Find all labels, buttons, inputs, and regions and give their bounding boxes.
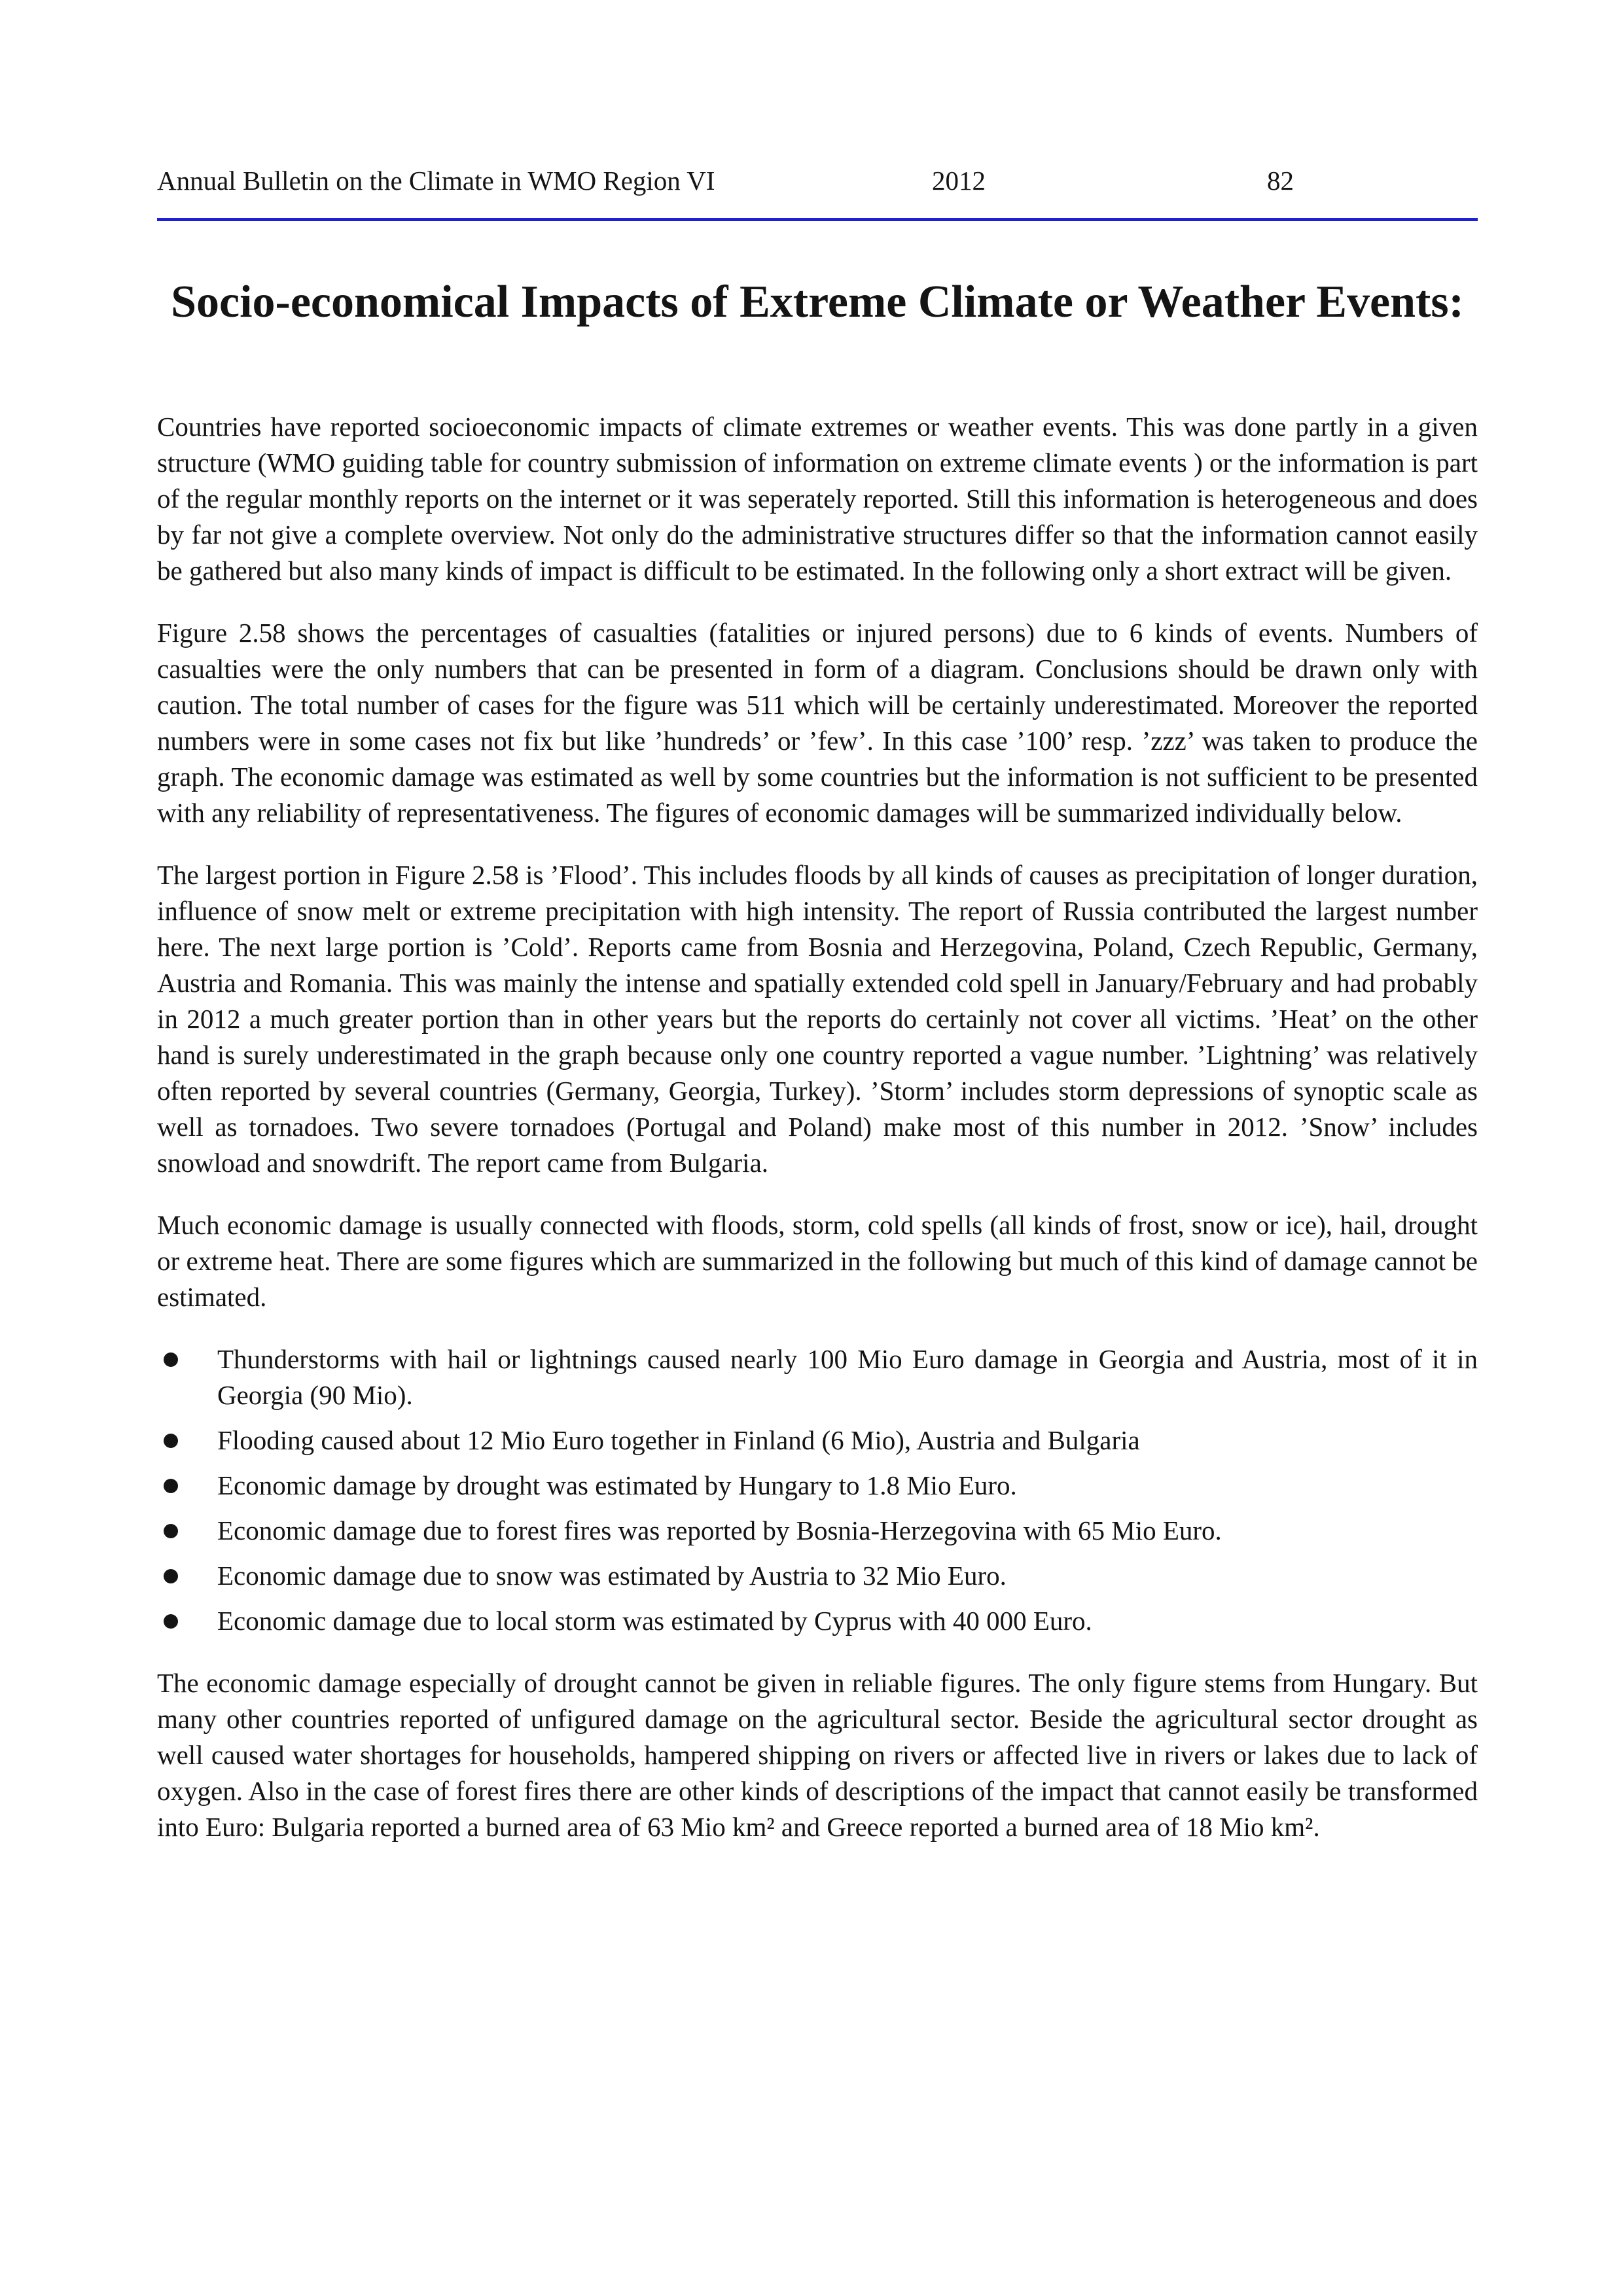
header-year: 2012 bbox=[932, 166, 986, 196]
bullet-dot-icon bbox=[164, 1524, 178, 1538]
paragraph-economic-damage: Much economic damage is usually connected with floods, storm, cold spells (all kinds of frost, snow or ice), hail, drought or extreme heat. There are some figures which are summarized in the following but much of this kind of damage cannot be estimated. bbox=[157, 1210, 1478, 1312]
bullet-item bbox=[157, 1513, 1478, 1549]
bullet-text: Economic damage by drought was estimated by Hungary to 1.8 Mio Euro. bbox=[217, 1470, 1017, 1500]
bullet-dot-icon bbox=[164, 1434, 178, 1448]
body-text bbox=[157, 409, 1478, 1871]
page-title: Socio-economical Impacts of Extreme Climate or Weather Events: bbox=[171, 277, 1464, 327]
header-title: Annual Bulletin on the Climate in WMO Region VI bbox=[157, 166, 715, 196]
bullet-item bbox=[157, 1422, 1478, 1458]
bullet-item bbox=[157, 1603, 1478, 1639]
paragraph-flood-cold: The largest portion in Figure 2.58 is ’Flood’. This includes floods by all kinds of causes as precipitation of longer duration, influence of snow melt or extreme precipitation with high intensity. The report of Russia contributed the largest number here. The next large portion is ’Cold’. Reports came from Bosnia and Herzegovina, Poland, Czech Republic, Germany, Austria and Romania. This was mainly the intense and spatially extended cold spell in January/February and had probably in 2012 a much greater portion than in other years but the reports do certainly not cover all victims. ’Heat’ on the other hand is surely underestimated in the graph because only one country reported a vague number. ’Lightning’ was relatively often reported by several countries (Germany, Georgia, Turkey). ’Storm’ includes storm depressions of synoptic scale as well as tornadoes. Two severe tornadoes (Portugal and Poland) make most of this number in 2012. ’Snow’ includes snowload and snowdrift. The report came from Bulgaria. bbox=[157, 860, 1478, 1178]
paragraph-intro: Countries have reported socioeconomic impacts of climate extremes or weather events. This was done partly in a given structure (WMO guiding table for country submission of information on extreme climate events ) or the information is part of the regular monthly reports on the internet or it was seperately reported. Still this information is heterogeneous and does by far not give a complete overview. Not only do the administrative structures differ so that the information cannot easily be gathered but also many kinds of impact is difficult to be estimated. In the following only a short extract will be given. bbox=[157, 412, 1478, 586]
bullet-text: Economic damage due to local storm was estimated by Cyprus with 40 000 Euro. bbox=[217, 1606, 1092, 1636]
header-divider bbox=[157, 218, 1478, 221]
paragraph-closing: The economic damage especially of drought cannot be given in reliable figures. The only figure stems from Hungary. But many other countries reported of unfigured damage on the agricultural sector. Beside the agricultural sector drought as well caused water shortages for households, hampered shipping on rivers or affected live in rivers or lakes due to lack of oxygen. Also in the case of forest fires there are other kinds of descriptions of the impact that cannot easily be transformed into Euro: Bulgaria reported a burned area of 63 Mio km² and Greece reported a burned area of 18 Mio km². bbox=[157, 1668, 1478, 1842]
document-page bbox=[157, 0, 1478, 2296]
damage-bullet-list bbox=[157, 1341, 1478, 1639]
bullet-item bbox=[157, 1341, 1478, 1413]
header-page-number: 82 bbox=[1267, 166, 1294, 196]
bullet-dot-icon bbox=[164, 1569, 178, 1583]
bullet-text: Economic damage due to forest fires was reported by Bosnia-Herzegovina with 65 Mio Euro. bbox=[217, 1515, 1222, 1545]
bullet-dot-icon bbox=[164, 1352, 178, 1367]
paragraph-casualties: Figure 2.58 shows the percentages of casualties (fatalities or injured persons) due to 6 kinds of events. Numbers of casualties were the only numbers that can be presented in form of a diagram. Conclusions should be drawn only with caution. The total number of cases for the figure was 511 which will be certainly underestimated. Moreover the reported numbers were in some cases not fix but like ’hundreds’ or ’few’. In this case ’100’ resp. ’zzz’ was taken to produce the graph. The economic damage was estimated as well by some countries but the information is not sufficient to be presented with any reliability of representativeness. The figures of economic damages will be summarized individually below. bbox=[157, 618, 1478, 828]
bullet-text: Economic damage due to snow was estimated by Austria to 32 Mio Euro. bbox=[217, 1561, 1007, 1591]
bullet-text: Thunderstorms with hail or lightnings caused nearly 100 Mio Euro damage in Georgia and Austria, most of it in Georgia (90 Mio). bbox=[217, 1344, 1478, 1410]
bullet-dot-icon bbox=[164, 1479, 178, 1493]
running-header bbox=[157, 161, 1478, 200]
bullet-text: Flooding caused about 12 Mio Euro together in Finland (6 Mio), Austria and Bulgaria bbox=[217, 1425, 1140, 1455]
bullet-item bbox=[157, 1558, 1478, 1594]
bullet-item bbox=[157, 1468, 1478, 1504]
bullet-dot-icon bbox=[164, 1614, 178, 1629]
